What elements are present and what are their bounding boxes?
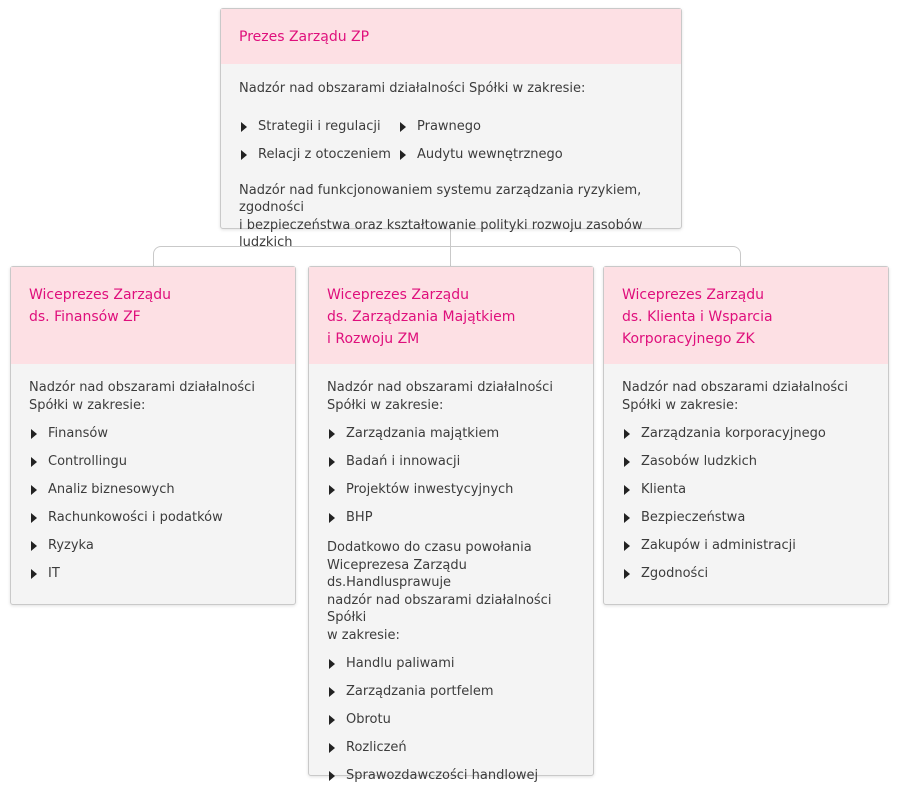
vp-assets-extra-note: [327, 539, 575, 644]
vp-client-areas: [622, 420, 870, 588]
list-item: Zakupów i administracji: [622, 532, 870, 560]
list-item: Obrotu: [327, 706, 575, 734]
list-item: Zgodności: [622, 560, 870, 588]
list-item: Badań i innowacji: [327, 448, 575, 476]
president-areas-col1: [239, 113, 391, 169]
list-item: Handlu paliwami: [327, 650, 575, 678]
vp-finance-intro-line1: Nadzór nad obszarami działalności: [29, 380, 255, 395]
vp-client-header: [604, 267, 888, 364]
list-item: Projektów inwestycyjnych: [327, 476, 575, 504]
president-note-line1: Nadzór nad funkcjonowaniem systemu zarządzania ryzykiem, zgodności: [239, 182, 642, 215]
list-item: Controllingu: [29, 448, 277, 476]
vp-finance-title-line1: Wiceprezes Zarządu: [29, 287, 172, 303]
list-item: Ryzyka: [29, 532, 277, 560]
list-item: BHP: [327, 504, 575, 532]
vp-client-title-line1: Wiceprezes Zarządu: [622, 287, 765, 303]
vp-finance-body: [11, 364, 295, 588]
vp-finance-intro-line2: Spółki w zakresie:: [29, 397, 146, 413]
vp-assets-title-line1: Wiceprezes Zarządu: [327, 287, 470, 303]
president-intro: Nadzór nad obszarami działalności Spółki w zakresie:: [239, 81, 586, 96]
vp-assets-intro-line1: Nadzór nad obszarami działalności: [327, 380, 553, 395]
president-title: Prezes Zarządu ZP: [239, 29, 370, 45]
president-box: [220, 8, 682, 250]
list-item: Zarządzania majątkiem: [327, 420, 575, 448]
list-item: Sprawozdawczości handlowej: [327, 762, 575, 790]
vp-assets-areas: [327, 420, 575, 532]
president-areas-col2: [398, 113, 563, 169]
president-note: [239, 182, 663, 252]
list-item: Bezpieczeństwa: [622, 504, 870, 532]
vp-assets-header: [309, 267, 593, 364]
vp-client-title-line2: ds. Klienta i Wsparcia: [622, 309, 773, 325]
list-item: Audytu wewnętrznego: [398, 141, 563, 169]
vp-assets-intro-line2: Spółki w zakresie:: [327, 397, 444, 413]
vp-client-body: [604, 364, 888, 588]
vp-assets-title-line2: ds. Zarządzania Majątkiem: [327, 309, 516, 325]
vp-assets-extra-line1: Dodatkowo do czasu powołania: [327, 540, 532, 555]
list-item: IT: [29, 560, 277, 588]
vp-client-intro-line2: Spółki w zakresie:: [622, 397, 739, 413]
list-item: Finansów: [29, 420, 277, 448]
vp-assets-title-line3: i Rozwoju ZM: [327, 331, 420, 347]
list-item: Rachunkowości i podatków: [29, 504, 277, 532]
list-item: Zarządzania korporacyjnego: [622, 420, 870, 448]
vp-assets-box: [308, 266, 594, 783]
vp-finance-header: [11, 267, 295, 364]
vp-assets-extra-line3: nadzór nad obszarami działalności Spółki: [327, 592, 552, 625]
vp-assets-body: [309, 364, 593, 790]
president-areas: [239, 113, 663, 169]
vp-client-box: [603, 266, 889, 605]
vp-finance-areas: [29, 420, 277, 588]
list-item: Relacji z otoczeniem: [239, 141, 391, 169]
vp-assets-extra-line4: w zakresie:: [327, 627, 400, 643]
president-note-line2: i bezpieczeństwa oraz kształtowanie polityki rozwoju zasobów ludzkich: [239, 217, 643, 250]
president-body: [221, 64, 681, 252]
vp-finance-title-line2: ds. Finansów ZF: [29, 309, 141, 325]
list-item: Zasobów ludzkich: [622, 448, 870, 476]
list-item: Rozliczeń: [327, 734, 575, 762]
vp-assets-extra-line2: Wiceprezesa Zarządu ds.Handlusprawuje: [327, 557, 467, 590]
vp-client-intro-line1: Nadzór nad obszarami działalności: [622, 380, 848, 395]
vp-assets-extra-areas: [327, 650, 575, 790]
list-item: Analiz biznesowych: [29, 476, 277, 504]
president-header: [221, 9, 681, 64]
vp-finance-box: [10, 266, 296, 605]
vp-client-title-line3: Korporacyjnego ZK: [622, 331, 755, 347]
list-item: Zarządzania portfelem: [327, 678, 575, 706]
list-item: Klienta: [622, 476, 870, 504]
list-item: Strategii i regulacji: [239, 113, 391, 141]
list-item: Prawnego: [398, 113, 563, 141]
